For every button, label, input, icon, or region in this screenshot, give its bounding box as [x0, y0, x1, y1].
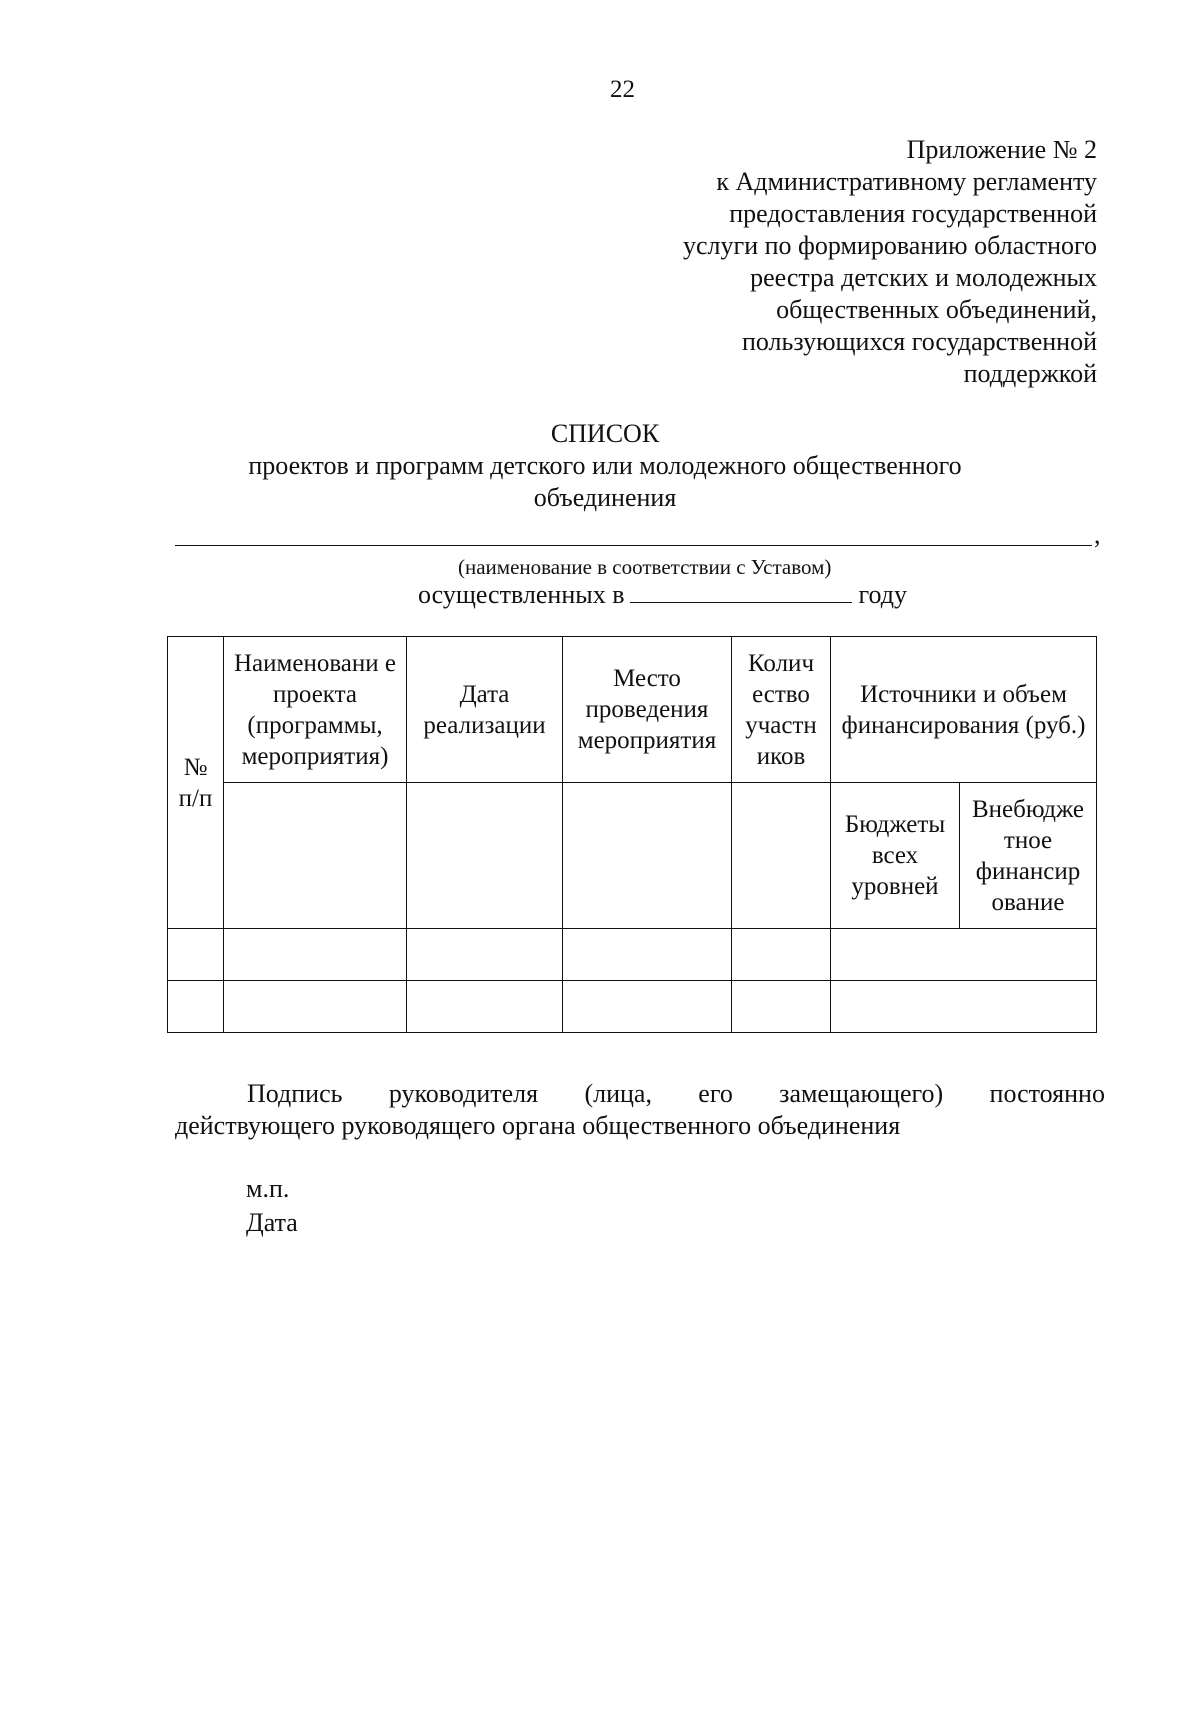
annex-line: общественных объединений,: [776, 295, 1097, 324]
table-cell[interactable]: [732, 929, 831, 981]
document-title: [170, 418, 1040, 514]
table-cell[interactable]: [168, 929, 224, 981]
title-line: проектов и программ детского или молодежного общественного: [248, 451, 962, 480]
signature-word: (лица,: [584, 1079, 652, 1108]
signature-line: действующего руководящего органа общественного объединения: [175, 1111, 901, 1140]
year-prefix: осуществленных в: [418, 580, 625, 609]
header-budgets: Бюджеты всех уровней: [831, 783, 960, 929]
organization-name-blank[interactable]: [175, 545, 1092, 546]
signature-word: руководителя: [388, 1079, 539, 1108]
title-heading: СПИСОК: [550, 419, 660, 448]
name-caption: (наименование в соответствии с Уставом): [458, 555, 832, 579]
table-row: [168, 929, 1097, 981]
year-suffix: году: [858, 580, 907, 609]
header-date: Дата реализации: [407, 637, 563, 783]
table-cell[interactable]: [732, 783, 831, 929]
table-cell[interactable]: [224, 981, 407, 1033]
name-comma: ,: [1094, 520, 1101, 549]
annex-header: [537, 134, 1097, 390]
table-cell[interactable]: [732, 981, 831, 1033]
header-number: № п/п: [168, 637, 224, 929]
table-cell[interactable]: [224, 929, 407, 981]
annex-line: услуги по формированию областного: [683, 231, 1097, 260]
signature-block: [175, 1078, 1105, 1142]
annex-line: к Административному регламенту: [716, 167, 1097, 196]
signature-word: замещающего): [779, 1079, 944, 1108]
year-line: [418, 580, 907, 610]
stamp-block: [246, 1172, 298, 1240]
table-subheader-row: [168, 783, 1097, 929]
signature-word: его: [698, 1079, 733, 1108]
page-number: 22: [610, 76, 635, 103]
header-place: Место проведения мероприятия: [563, 637, 732, 783]
year-blank[interactable]: [630, 580, 852, 603]
table-cell[interactable]: [407, 981, 563, 1033]
table-header-row: [168, 637, 1097, 783]
annex-line: реестра детских и молодежных: [750, 263, 1097, 292]
table-cell[interactable]: [168, 981, 224, 1033]
table-cell[interactable]: [407, 929, 563, 981]
table-cell[interactable]: [563, 929, 732, 981]
date-label: Дата: [246, 1208, 298, 1237]
table-cell[interactable]: [831, 929, 1097, 981]
table-cell[interactable]: [407, 783, 563, 929]
header-participants: Колич ество участн иков: [732, 637, 831, 783]
annex-line: Приложение № 2: [906, 135, 1097, 164]
projects-table: [167, 636, 1097, 1033]
annex-line: поддержкой: [963, 359, 1097, 388]
table-cell[interactable]: [563, 981, 732, 1033]
signature-word: Подпись: [247, 1079, 343, 1108]
title-line: объединения: [533, 483, 677, 512]
table-cell[interactable]: [224, 783, 407, 929]
seal-label: м.п.: [246, 1174, 290, 1203]
header-project-name: Наименовани е проекта (программы, мероприятия): [224, 637, 407, 783]
table-cell[interactable]: [831, 981, 1097, 1033]
annex-line: пользующихся государственной: [741, 327, 1097, 356]
table-row: [168, 981, 1097, 1033]
header-extrabudget: Внебюдже тное финансир ование: [960, 783, 1097, 929]
header-financing: Источники и объем финансирования (руб.): [831, 637, 1097, 783]
table-cell[interactable]: [563, 783, 732, 929]
annex-line: предоставления государственной: [729, 199, 1097, 228]
signature-line: [175, 1078, 1105, 1110]
signature-word: постоянно: [989, 1079, 1105, 1108]
